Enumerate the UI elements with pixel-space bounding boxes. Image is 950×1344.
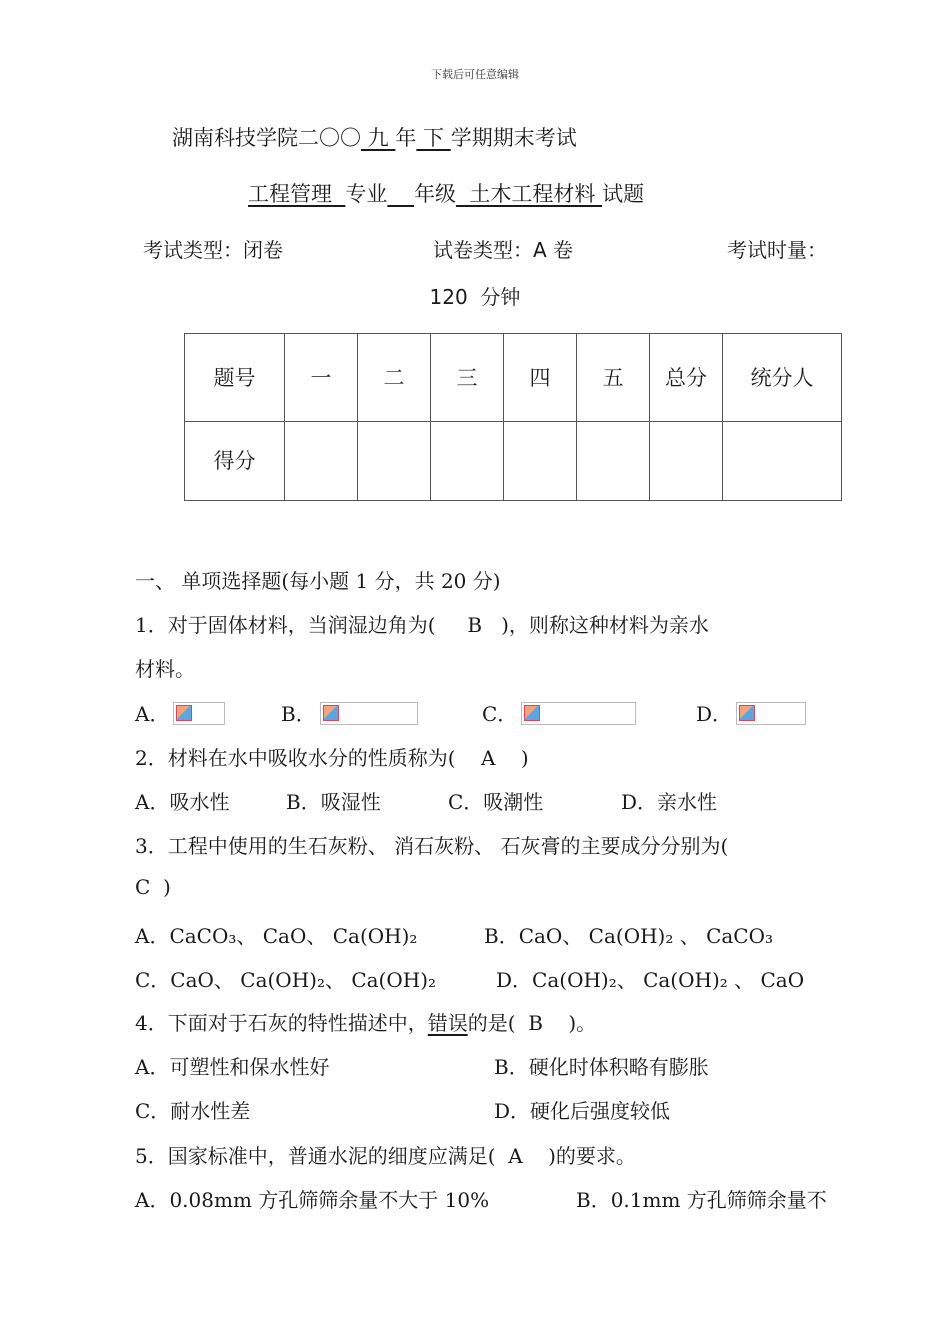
q5-option-a: A．0.08mm 方孔筛筛余量不大于 10% bbox=[135, 1188, 490, 1212]
score-cell-4[interactable] bbox=[504, 422, 577, 501]
q2-option-a: A．吸水性 bbox=[135, 790, 230, 814]
q1-option-a bbox=[135, 698, 225, 727]
year-blank: 九 bbox=[361, 126, 396, 150]
q1-option-b-label: B． bbox=[281, 702, 316, 726]
course-label: 试题 bbox=[602, 182, 645, 206]
title-suffix: 学期期末考试 bbox=[450, 126, 577, 150]
broken-image-icon bbox=[736, 702, 806, 725]
title-prefix: 湖南科技学院二〇〇 bbox=[172, 126, 361, 150]
score-row-label: 得分 bbox=[185, 422, 285, 501]
course-blank: 土木工程材料 bbox=[456, 182, 603, 206]
exam-type: 考试类型：闭卷 bbox=[143, 238, 283, 262]
q3-option-a: A．CaCO₃、 CaO、 Ca(OH)₂ bbox=[135, 924, 418, 948]
q4-option-a: A．可塑性和保水性好 bbox=[135, 1055, 330, 1079]
header-cell-scorer: 统分人 bbox=[723, 334, 842, 422]
header-cell-5: 五 bbox=[577, 334, 650, 422]
q2-option-c: C．吸潮性 bbox=[448, 790, 544, 814]
grade-blank bbox=[387, 182, 414, 206]
q1-option-c-label: C． bbox=[482, 702, 518, 726]
header-cell-question-no: 题号 bbox=[185, 334, 285, 422]
major-label: 专业 bbox=[345, 182, 388, 206]
q4-option-b: B．硬化时体积略有膨胀 bbox=[494, 1055, 709, 1079]
score-cell-5[interactable] bbox=[577, 422, 650, 501]
header-cell-total: 总分 bbox=[650, 334, 723, 422]
paper-type: 试卷类型：A 卷 bbox=[433, 238, 574, 262]
q1-option-d bbox=[696, 698, 806, 727]
q3-option-c: C．CaO、 Ca(OH)₂、 Ca(OH)₂ bbox=[135, 968, 437, 992]
q1-option-d-label: D． bbox=[696, 702, 733, 726]
q3-line1: 3．工程中使用的生石灰粉、 消石灰粉、 石灰膏的主要成分分别为( bbox=[135, 834, 729, 858]
q3-option-b: B．CaO、 Ca(OH)₂ 、 CaCO₃ bbox=[484, 924, 774, 948]
q3-option-d: D．Ca(OH)₂、 Ca(OH)₂ 、 CaO bbox=[496, 968, 805, 992]
score-table-header-row bbox=[185, 334, 842, 422]
header-cell-1: 一 bbox=[285, 334, 358, 422]
header-note: 下载后可任意编辑 bbox=[431, 68, 519, 81]
score-cell-total[interactable] bbox=[650, 422, 723, 501]
exam-subtitle bbox=[248, 178, 644, 208]
q2: 2．材料在水中吸收水分的性质称为( A ) bbox=[135, 746, 529, 770]
score-cell-1[interactable] bbox=[285, 422, 358, 501]
q3-line2: C ) bbox=[135, 875, 171, 899]
q4-suffix: 的是( B )。 bbox=[467, 1011, 597, 1035]
score-cell-scorer[interactable] bbox=[723, 422, 842, 501]
q2-option-b: B．吸湿性 bbox=[286, 790, 381, 814]
q4-option-d: D．硬化后强度较低 bbox=[494, 1099, 671, 1123]
q1-line2: 材料。 bbox=[135, 657, 195, 681]
major-blank: 工程管理 bbox=[248, 182, 346, 206]
broken-image-icon bbox=[320, 702, 418, 725]
section1-title: 一、 单项选择题(每小题 1 分，共 20 分) bbox=[135, 569, 501, 593]
score-cell-3[interactable] bbox=[431, 422, 504, 501]
exam-title bbox=[172, 122, 577, 152]
broken-image-icon bbox=[521, 702, 636, 725]
exam-time-label: 考试时量： bbox=[727, 238, 827, 262]
q4-underlined-word: 错误 bbox=[427, 1011, 468, 1035]
q1-option-c bbox=[482, 698, 636, 727]
broken-image-icon bbox=[173, 702, 225, 725]
term-blank: 下 bbox=[416, 126, 451, 150]
q2-option-d: D．亲水性 bbox=[621, 790, 718, 814]
score-table-score-row bbox=[185, 422, 842, 501]
header-cell-3: 三 bbox=[431, 334, 504, 422]
header-cell-4: 四 bbox=[504, 334, 577, 422]
score-cell-2[interactable] bbox=[358, 422, 431, 501]
q4 bbox=[135, 1007, 596, 1036]
q4-option-c: C．耐水性差 bbox=[135, 1099, 251, 1123]
header-cell-2: 二 bbox=[358, 334, 431, 422]
q5-option-b: B．0.1mm 方孔筛筛余量不 bbox=[576, 1188, 827, 1212]
q1-line1: 1．对于固体材料，当润湿边角为( B )，则称这种材料为亲水 bbox=[135, 613, 709, 637]
title-mid: 年 bbox=[395, 126, 417, 150]
grade-label: 年级 bbox=[414, 182, 457, 206]
q1-option-a-label: A． bbox=[135, 702, 170, 726]
q5: 5．国家标准中，普通水泥的细度应满足( A )的要求。 bbox=[135, 1144, 636, 1168]
q4-prefix: 4．下面对于石灰的特性描述中， bbox=[135, 1011, 428, 1035]
score-table bbox=[184, 333, 842, 501]
exam-time-value: 120 分钟 bbox=[429, 285, 521, 309]
q1-option-b bbox=[281, 698, 418, 727]
